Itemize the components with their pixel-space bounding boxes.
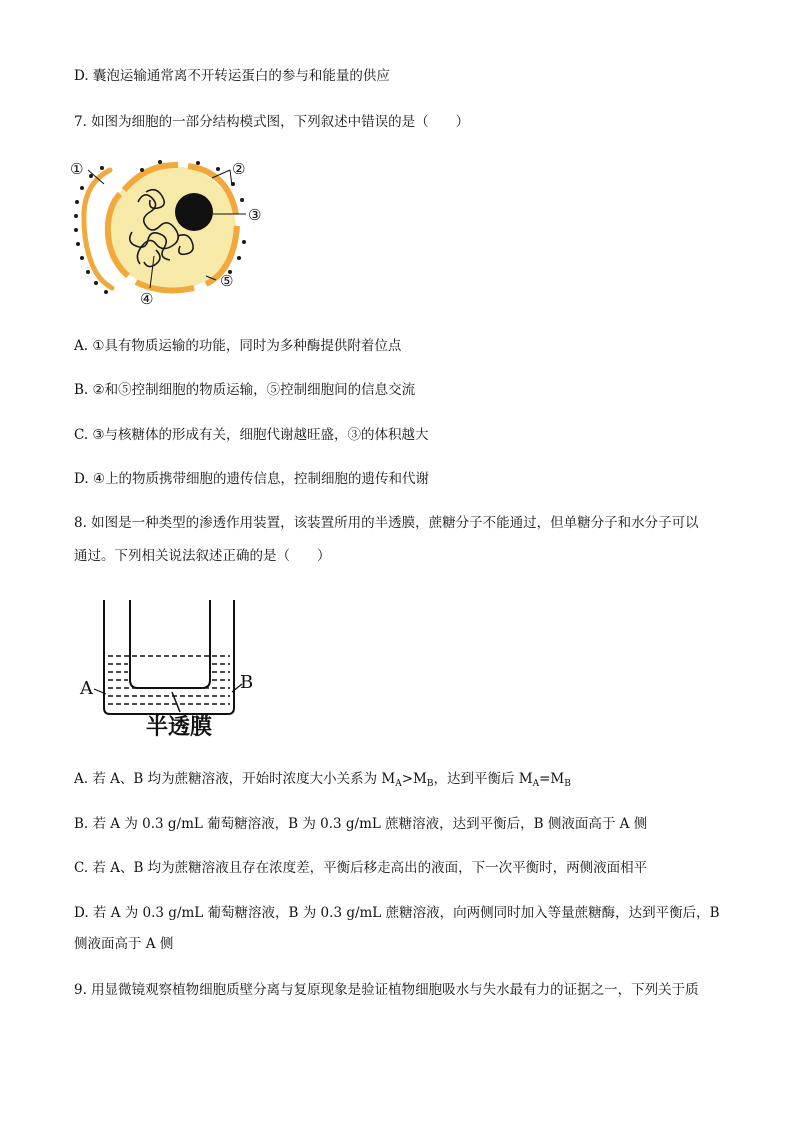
label-b: B [240,672,254,693]
label-5: ⑤ [220,272,234,290]
q8-option-d-line1: D. 若 A 为 0.3 g/mL 葡萄糖溶液，B 为 0.3 g/mL 蔗糖溶液，向两侧同时加入等量蔗糖酶，达到平衡后，B [74,905,720,921]
q8-stem-line1: 8. 如图是一种类型的渗透作用装置，该装置所用的半透膜，蔗糖分子不能通过，但单糖分子和水分子可以 [74,515,699,531]
q8-option-b: B. 若 A 为 0.3 g/mL 葡萄糖溶液，B 为 0.3 g/mL 蔗糖溶液，达到平衡后，B 侧液面高于 A 侧 [74,816,648,832]
label-a: A [80,678,93,699]
q7-option-d: D. ④上的物质携带细胞的遗传信息，控制细胞的遗传和代谢 [74,471,430,487]
label-2: ② [232,160,246,178]
q9-stem-line1: 9. 用显微镜观察植物细胞质壁分离与复原现象是验证植物细胞吸水与失水最有力的证据之一，下列关于质 [74,982,699,998]
q6-option-d: D. 囊泡运输通常离不开转运蛋白的参与和能量的供应 [74,68,390,84]
q7-option-b: B. ②和⑤控制细胞的物质运输，⑤控制细胞间的信息交流 [74,382,416,398]
q7-stem: 7. 如图为细胞的一部分结构模式图，下列叙述中错误的是（ ） [74,114,470,130]
q7-option-c: C. ③与核糖体的形成有关，细胞代谢越旺盛，③的体积越大 [74,427,429,443]
u-tube-figure [74,596,264,746]
label-1: ① [70,160,84,178]
label-3: ③ [248,206,262,224]
cell-structure-figure [66,152,286,312]
q8-option-a: A. 若 A、B 均为蔗糖溶液，开始时浓度大小关系为 $M_A>M_B$，达到平衡后 $M_A=M_B$ [74,771,571,789]
label-membrane: 半透膜 [146,715,213,740]
label-4: ④ [140,290,154,308]
q8-stem-line2: 通过。下列相关说法叙述正确的是（ ） [74,548,331,564]
q8-option-d-line2: 侧液面高于 A 侧 [74,936,174,952]
q7-option-a: A. ①具有物质运输的功能，同时为多种酶提供附着位点 [74,338,402,354]
q8-option-c: C. 若 A、B 均为蔗糖溶液且存在浓度差，平衡后移走高出的液面，下一次平衡时，两侧液面相平 [74,860,648,876]
